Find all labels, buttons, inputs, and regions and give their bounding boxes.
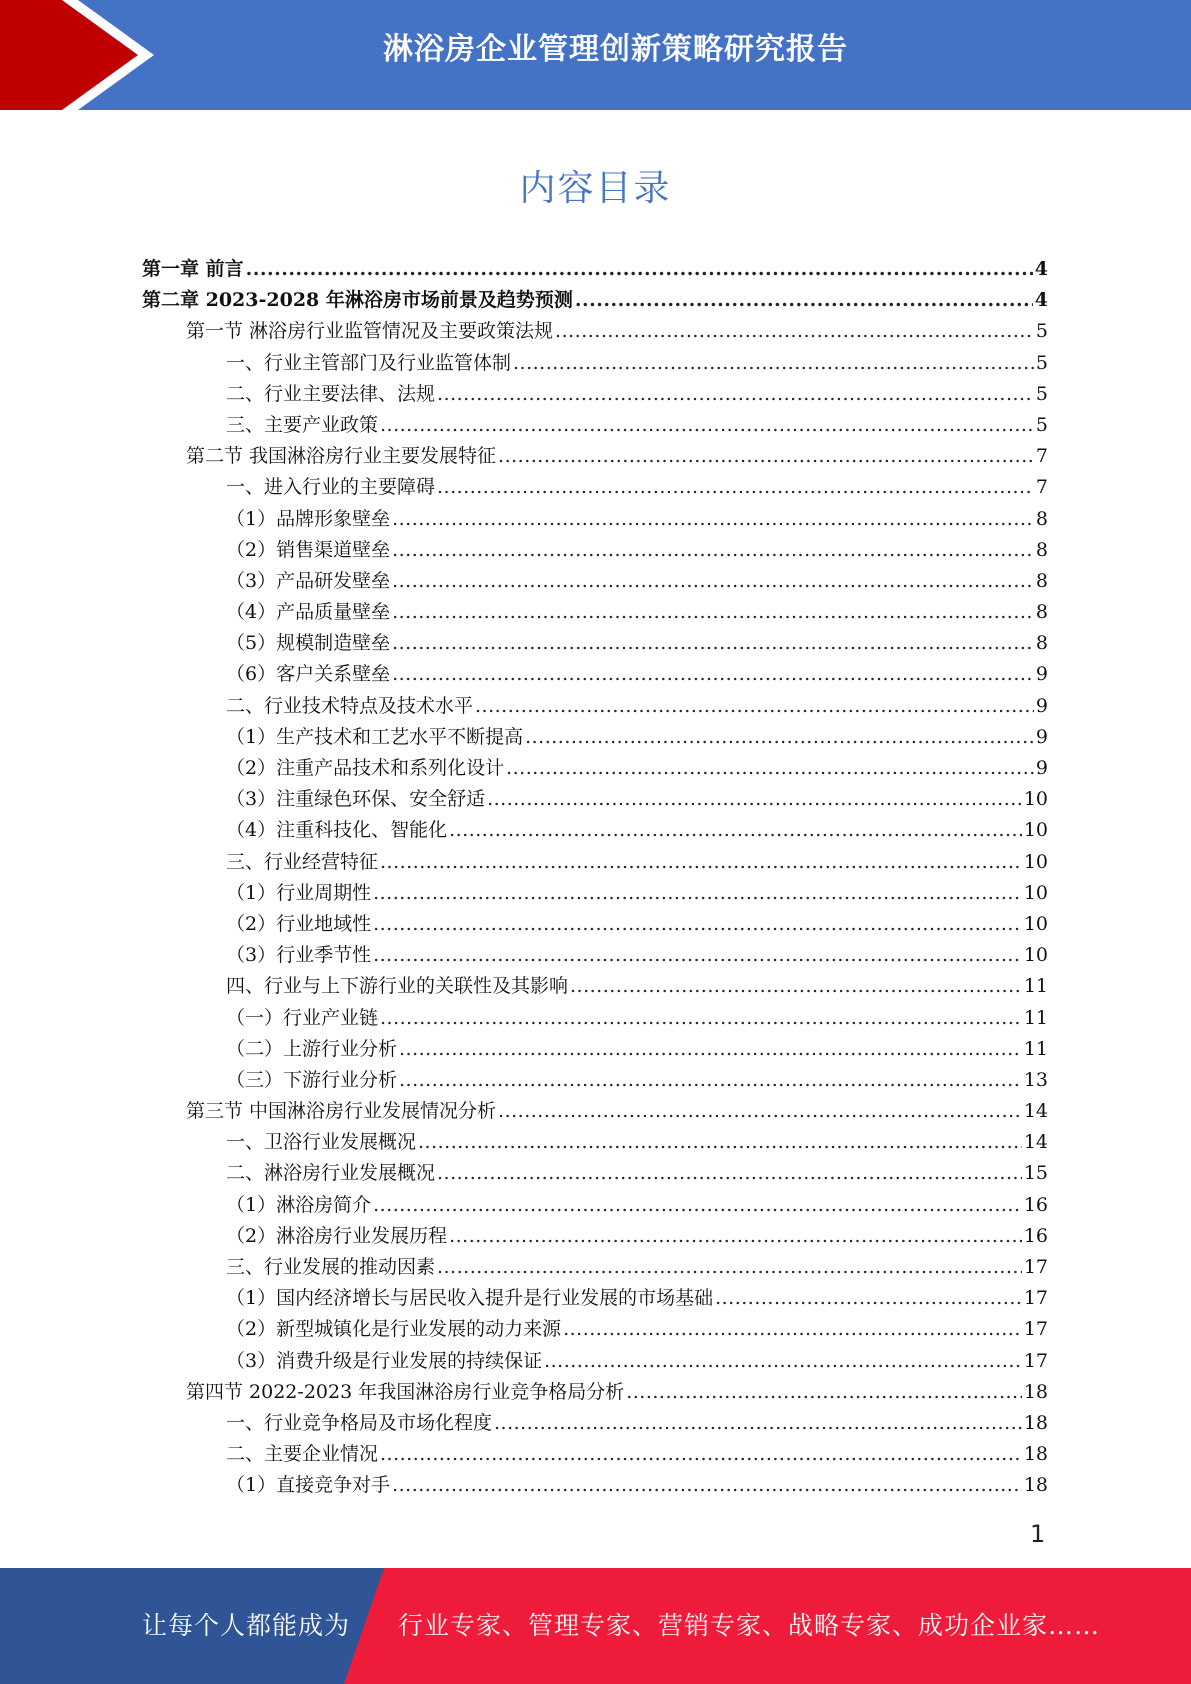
toc-dot-leader <box>525 726 1034 748</box>
toc-entry[interactable] <box>142 753 1048 784</box>
toc-entry-label: （2）销售渠道壁垒 <box>226 538 391 561</box>
toc-entry-page: 9 <box>1035 725 1048 748</box>
toc-dot-leader <box>498 445 1034 467</box>
toc-entry[interactable] <box>142 628 1048 659</box>
toc-entry-label: （4）产品质量壁垒 <box>226 601 391 624</box>
toc-heading: 内容目录 <box>519 168 672 209</box>
toc-dot-leader <box>437 1162 1022 1184</box>
toc-entry[interactable] <box>142 878 1048 909</box>
toc-dot-leader <box>418 1131 1022 1153</box>
toc-dot-leader <box>437 1256 1022 1278</box>
toc-dot-leader <box>555 320 1034 342</box>
toc-entry[interactable] <box>142 285 1048 316</box>
toc-entry-page: 11 <box>1023 1006 1048 1029</box>
toc-entry-label: （3）行业季节性 <box>226 944 372 967</box>
toc-entry-page: 8 <box>1035 632 1048 655</box>
toc-entry-label: （2）行业地域性 <box>226 912 372 935</box>
toc-entry[interactable] <box>142 1221 1048 1252</box>
toc-entry[interactable] <box>142 441 1048 472</box>
page-footer-band <box>0 1568 1191 1684</box>
toc-entry-label: （3）消费升级是行业发展的持续保证 <box>226 1349 543 1372</box>
toc-entry[interactable] <box>142 1470 1048 1501</box>
toc-entry-page: 18 <box>1023 1443 1048 1466</box>
toc-entry[interactable] <box>142 1252 1048 1283</box>
report-title: 淋浴房企业管理创新策略研究报告 <box>383 32 848 67</box>
toc-dot-leader <box>380 851 1022 873</box>
toc-entry-label: （3）注重绿色环保、安全舒适 <box>226 788 486 811</box>
toc-entry-page: 15 <box>1023 1162 1048 1185</box>
toc-entry-label: 一、行业主管部门及行业监管体制 <box>226 351 512 374</box>
toc-dot-leader <box>373 1194 1022 1216</box>
footer-slogan-left: 让每个人都能成为 <box>142 1611 351 1640</box>
toc-entry[interactable] <box>142 659 1048 690</box>
toc-dot-leader <box>380 414 1034 436</box>
toc-entry-label: 第一章 前言 <box>142 258 244 280</box>
toc-entry-page: 10 <box>1023 944 1048 967</box>
toc-dot-leader <box>392 601 1034 623</box>
toc-entry[interactable] <box>142 1127 1048 1158</box>
toc-entry[interactable] <box>142 1439 1048 1470</box>
toc-entry-label: （1）生产技术和工艺水平不断提高 <box>226 725 524 748</box>
toc-entry-label: （2）注重产品技术和系列化设计 <box>226 757 505 779</box>
toc-entry-page: 9 <box>1035 757 1048 779</box>
toc-entry-page: 14 <box>1023 1131 1048 1154</box>
toc-entry-label: （三）下游行业分析 <box>226 1068 398 1091</box>
toc-entry[interactable] <box>142 597 1048 628</box>
toc-entry[interactable] <box>142 254 1048 285</box>
toc-dot-leader <box>392 632 1034 654</box>
toc-entry[interactable] <box>142 1190 1048 1221</box>
toc-entry-label: 一、卫浴行业发展概况 <box>226 1131 417 1154</box>
toc-entry-page: 8 <box>1035 601 1048 624</box>
toc-entry[interactable] <box>142 847 1048 878</box>
toc-entry-label: 三、行业发展的推动因素 <box>226 1256 436 1278</box>
toc-entry-page: 9 <box>1035 663 1048 686</box>
toc-entry-page: 11 <box>1023 975 1048 998</box>
toc-entry-page: 10 <box>1023 912 1048 935</box>
toc-dot-leader <box>475 695 1034 717</box>
toc-entry-label: 第一节 淋浴房行业监管情况及主要政策法规 <box>186 320 554 343</box>
toc-entry-page: 10 <box>1023 881 1048 904</box>
toc-entry[interactable] <box>142 909 1048 940</box>
toc-entry-label: 三、主要产业政策 <box>226 413 379 436</box>
toc-entry-label: （2）淋浴房行业发展历程 <box>226 1224 448 1247</box>
toc-entry[interactable] <box>142 1003 1048 1034</box>
toc-entry[interactable] <box>142 348 1048 379</box>
toc-dot-leader <box>373 882 1022 904</box>
toc-entry[interactable] <box>142 940 1048 971</box>
toc-entry-page: 16 <box>1023 1193 1048 1216</box>
toc-entry-page: 5 <box>1035 351 1048 374</box>
toc-entry[interactable] <box>142 1314 1048 1345</box>
toc-entry-label: （一）行业产业链 <box>226 1006 379 1029</box>
toc-dot-leader <box>373 913 1022 935</box>
toc-entry-page: 8 <box>1035 569 1048 592</box>
toc-entry-label: （6）客户关系壁垒 <box>226 663 391 686</box>
toc-dot-leader <box>392 508 1034 530</box>
toc-dot-leader <box>392 539 1034 561</box>
toc-entry-page: 17 <box>1023 1256 1048 1278</box>
toc-entry-page: 17 <box>1023 1287 1048 1310</box>
toc-entry-label: 第二节 我国淋浴房行业主要发展特征 <box>186 445 497 468</box>
toc-entry-page: 7 <box>1035 445 1048 468</box>
toc-entry-label: （1）国内经济增长与居民收入提升是行业发展的市场基础 <box>226 1287 714 1310</box>
toc-entry-page: 11 <box>1023 1037 1048 1060</box>
toc-entry-page: 16 <box>1023 1224 1048 1247</box>
toc-entry-label: 一、进入行业的主要障碍 <box>226 476 436 499</box>
toc-entry-page: 4 <box>1034 289 1048 312</box>
toc-dot-leader <box>449 1225 1022 1247</box>
toc-entry[interactable] <box>142 504 1048 535</box>
toc-dot-leader <box>392 663 1034 685</box>
toc-entry-label: （4）注重科技化、智能化 <box>226 819 448 842</box>
toc-entry-page: 5 <box>1035 320 1048 343</box>
page-header-band <box>0 0 1191 110</box>
toc-entry[interactable] <box>142 1096 1048 1127</box>
toc-entry-page: 8 <box>1035 538 1048 561</box>
toc-entry-label: 第三节 中国淋浴房行业发展情况分析 <box>186 1100 497 1123</box>
toc-dot-leader <box>246 258 1033 280</box>
toc-dot-leader <box>449 819 1022 841</box>
toc-entry-page: 18 <box>1023 1380 1048 1403</box>
footer-slogan-right: 行业专家、管理专家、营销专家、战略专家、成功企业家…… <box>398 1611 1101 1640</box>
toc-dot-leader <box>563 1318 1022 1340</box>
toc-entry[interactable] <box>142 1283 1048 1314</box>
toc-dot-leader <box>498 1100 1022 1122</box>
toc-dot-leader <box>380 1443 1022 1465</box>
toc-dot-leader <box>399 1069 1022 1091</box>
toc-entry-label: （3）产品研发壁垒 <box>226 569 391 592</box>
toc-dot-leader <box>392 570 1034 592</box>
toc-entry[interactable] <box>142 1034 1048 1065</box>
toc-dot-leader <box>544 1350 1022 1372</box>
toc-entry-page: 13 <box>1023 1068 1048 1091</box>
toc-dot-leader <box>373 944 1022 966</box>
toc-dot-leader <box>437 476 1034 498</box>
page-number: 1 <box>1030 1520 1046 1548</box>
toc-entry[interactable] <box>142 316 1048 347</box>
toc-entry-label: （1）直接竞争对手 <box>226 1474 391 1497</box>
toc-entry-label: 二、淋浴房行业发展概况 <box>226 1162 436 1185</box>
toc-entry-label: 二、主要企业情况 <box>226 1443 379 1466</box>
toc-entry-label: 一、行业竞争格局及市场化程度 <box>226 1411 493 1434</box>
toc-entry-page: 7 <box>1035 476 1048 499</box>
toc-entry-page: 17 <box>1023 1349 1048 1372</box>
toc-entry[interactable] <box>142 1346 1048 1377</box>
toc-dot-leader <box>715 1287 1022 1309</box>
toc-entry-label: 四、行业与上下游行业的关联性及其影响 <box>226 975 569 998</box>
toc-entry-page: 10 <box>1023 788 1048 811</box>
toc-entry-page: 5 <box>1035 413 1048 436</box>
toc-entry-page: 14 <box>1023 1100 1048 1123</box>
toc-entry[interactable] <box>142 472 1048 503</box>
toc-entry[interactable] <box>142 379 1048 410</box>
toc-entry[interactable] <box>142 691 1048 722</box>
toc-entry-page: 10 <box>1023 819 1048 842</box>
toc-entry-page: 18 <box>1023 1474 1048 1497</box>
toc-dot-leader <box>437 383 1034 405</box>
toc-entry-page: 8 <box>1035 507 1048 530</box>
toc-entry[interactable] <box>142 566 1048 597</box>
toc-entry[interactable] <box>142 410 1048 441</box>
toc-entry-label: （二）上游行业分析 <box>226 1037 398 1060</box>
toc-entry-label: 二、行业技术特点及技术水平 <box>226 694 474 717</box>
toc-entry[interactable] <box>142 1377 1048 1408</box>
toc-dot-leader <box>570 975 1022 997</box>
toc-entry[interactable] <box>142 784 1048 815</box>
toc-entry-label: （1）行业周期性 <box>226 881 372 904</box>
toc-dot-leader <box>380 1007 1022 1029</box>
toc-dot-leader <box>513 352 1034 374</box>
toc-entry-page: 17 <box>1023 1318 1048 1341</box>
toc-entry-label: 第四节 2022-2023 年我国淋浴房行业竞争格局分析 <box>186 1380 625 1403</box>
toc-entry[interactable] <box>142 1065 1048 1096</box>
toc-entry[interactable] <box>142 1158 1048 1189</box>
toc-entry-label: （2）新型城镇化是行业发展的动力来源 <box>226 1318 562 1341</box>
toc-dot-leader <box>399 1038 1022 1060</box>
toc-entry[interactable] <box>142 722 1048 753</box>
toc-entry-label: （1）品牌形象壁垒 <box>226 507 391 530</box>
toc-entry-page: 18 <box>1023 1411 1048 1434</box>
toc-entry-page: 10 <box>1023 850 1048 873</box>
toc-dot-leader <box>575 289 1033 311</box>
toc-entry-label: （5）规模制造壁垒 <box>226 632 391 655</box>
toc-entry-page: 5 <box>1035 382 1048 405</box>
toc-entry-label: 二、行业主要法律、法规 <box>226 382 436 405</box>
toc-entry-page: 4 <box>1034 258 1048 280</box>
toc-entry[interactable] <box>142 535 1048 566</box>
toc-entry[interactable] <box>142 1408 1048 1439</box>
toc-entry-page: 9 <box>1035 694 1048 717</box>
toc-entry[interactable] <box>142 971 1048 1002</box>
toc-dot-leader <box>494 1412 1022 1434</box>
toc-dot-leader <box>506 757 1034 779</box>
toc-dot-leader <box>487 788 1022 810</box>
toc-entry-label: 三、行业经营特征 <box>226 850 379 873</box>
toc-entry-label: （1）淋浴房简介 <box>226 1193 372 1216</box>
toc-dot-leader <box>392 1474 1022 1496</box>
table-of-contents <box>142 254 1048 1502</box>
toc-entry[interactable] <box>142 815 1048 846</box>
toc-dot-leader <box>626 1381 1022 1403</box>
toc-entry-label: 第二章 2023-2028 年淋浴房市场前景及趋势预测 <box>142 289 573 312</box>
